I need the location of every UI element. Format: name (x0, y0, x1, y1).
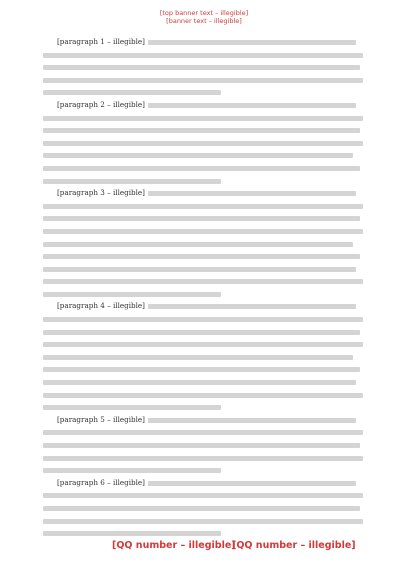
text-line-bar (43, 65, 360, 70)
top-banner (0, 0, 408, 28)
text-line-bar (43, 53, 363, 58)
text-line-bar (43, 330, 360, 335)
text-line (43, 527, 366, 540)
text-line (43, 439, 366, 452)
text-line (43, 502, 366, 515)
paragraph-placeholder-label: [paragraph 1 – illegible] (57, 36, 148, 49)
text-line-bar (43, 393, 363, 398)
text-line (43, 401, 366, 414)
text-line (43, 326, 366, 339)
paragraph-placeholder-label: [paragraph 4 – illegible] (57, 300, 148, 313)
text-line-bar (43, 380, 356, 385)
text-line (43, 74, 366, 87)
text-line (43, 212, 366, 225)
text-line (43, 49, 366, 62)
text-line-bar (43, 141, 363, 146)
text-line-bar (43, 367, 360, 372)
text-line (43, 363, 366, 376)
text-line-bar (43, 405, 221, 410)
paragraph-5 (43, 414, 366, 477)
paragraph-1 (43, 36, 366, 99)
text-line-bar (43, 506, 360, 511)
paragraph-2 (43, 99, 366, 187)
text-line-bar (43, 229, 363, 234)
text-line (43, 225, 366, 238)
paragraph-lines (43, 414, 366, 477)
text-line (43, 112, 366, 125)
text-line (43, 338, 366, 351)
text-line (43, 61, 366, 74)
text-line (43, 124, 366, 137)
text-line-bar (43, 216, 360, 221)
text-line (43, 452, 366, 465)
text-line (43, 99, 366, 112)
paragraph-placeholder-label: [paragraph 3 – illegible] (57, 187, 148, 200)
text-line-bar (43, 355, 353, 360)
paragraph-placeholder-label: [paragraph 5 – illegible] (57, 414, 148, 427)
text-line (43, 414, 366, 427)
text-line (43, 389, 366, 402)
text-line-bar (43, 116, 363, 121)
text-line-bar (43, 519, 363, 524)
text-line-bar (43, 279, 363, 284)
document-body (43, 36, 366, 540)
paragraph-3 (43, 187, 366, 300)
paragraph-lines (43, 36, 366, 99)
paragraph-6 (43, 477, 366, 540)
text-line-bar (43, 468, 221, 473)
text-line (43, 36, 366, 49)
text-line (43, 300, 366, 313)
text-line (43, 149, 366, 162)
text-line-bar (43, 267, 356, 272)
text-line (43, 263, 366, 276)
text-line (43, 238, 366, 251)
text-line-bar (43, 128, 360, 133)
text-line (43, 250, 366, 263)
text-line (43, 162, 366, 175)
paragraph-4 (43, 300, 366, 413)
text-line-bar (43, 317, 363, 322)
text-line (43, 137, 366, 150)
text-line-bar (43, 493, 363, 498)
text-line (43, 187, 366, 200)
text-line (43, 376, 366, 389)
paragraph-placeholder-label: [paragraph 2 – illegible] (57, 99, 148, 112)
text-line (43, 351, 366, 364)
footer-qq-left: [QQ number – illegible] (112, 540, 236, 551)
text-line (43, 477, 366, 490)
text-line-bar (43, 242, 353, 247)
text-line-bar (43, 254, 360, 259)
text-line (43, 288, 366, 301)
text-line (43, 426, 366, 439)
paragraph-lines (43, 477, 366, 540)
banner-line-1: [top banner text – illegible] (159, 9, 249, 17)
text-line (43, 464, 366, 477)
text-line-bar (43, 531, 221, 536)
paragraph-lines (43, 99, 366, 187)
text-line-bar (43, 179, 221, 184)
footer-qq-right: [QQ number – illegible] (232, 540, 356, 551)
text-line (43, 275, 366, 288)
text-line-bar (43, 292, 221, 297)
text-line-bar (43, 153, 353, 158)
text-line-bar (43, 342, 363, 347)
text-line (43, 489, 366, 502)
text-line-bar (43, 430, 363, 435)
text-line (43, 313, 366, 326)
paragraph-placeholder-label: [paragraph 6 – illegible] (57, 477, 148, 490)
paragraph-lines (43, 187, 366, 300)
text-line-bar (43, 78, 363, 83)
footer-contact (0, 540, 408, 554)
text-line (43, 200, 366, 213)
text-line (43, 175, 366, 188)
banner-line-2: [banner text – illegible] (166, 17, 242, 25)
text-line-bar (43, 456, 363, 461)
text-line-bar (43, 166, 360, 171)
paragraph-lines (43, 300, 366, 413)
text-line-bar (43, 90, 221, 95)
text-line (43, 515, 366, 528)
text-line (43, 86, 366, 99)
text-line-bar (43, 204, 363, 209)
text-line-bar (43, 443, 360, 448)
